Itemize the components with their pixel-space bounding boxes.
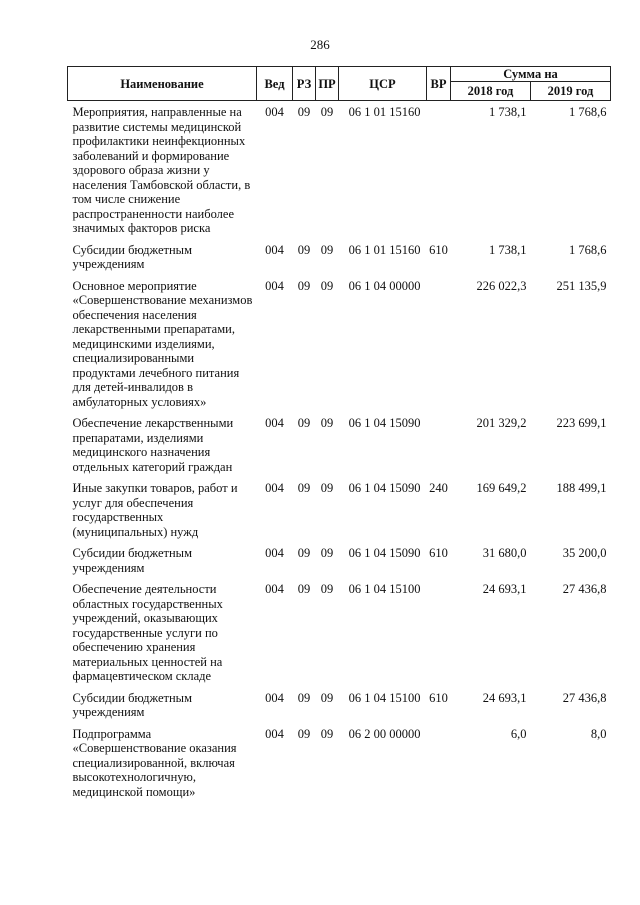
row-vr: 610 — [429, 242, 448, 257]
row-ved: 004 — [265, 278, 284, 293]
row-sum-2018: 24 693,1 — [482, 582, 527, 596]
row-vr: 610 — [429, 546, 448, 560]
table-row — [68, 275, 611, 413]
row-vr: 610 — [429, 690, 448, 705]
row-csr: 06 2 00 00000 — [348, 726, 421, 741]
row-rz: 09 — [297, 278, 311, 293]
row-pr: 09 — [320, 690, 334, 705]
row-rz: 09 — [297, 105, 311, 119]
row-pr: 09 — [320, 582, 334, 596]
row-vr — [427, 275, 451, 413]
row-vr: 240 — [429, 481, 448, 495]
row-pr: 09 — [320, 105, 334, 119]
row-ved: 004 — [265, 546, 284, 560]
row-pr: 09 — [320, 416, 334, 430]
row-sum-2019: 251 135,9 — [556, 278, 607, 293]
row-sum-2019: 8,0 — [590, 726, 607, 741]
header-2019: 2019 год — [531, 82, 611, 101]
header-2018: 2018 год — [451, 82, 531, 101]
table-row — [68, 412, 611, 477]
row-csr: 06 1 04 15100 — [348, 582, 421, 596]
row-vr — [427, 578, 451, 687]
header-ved: Вед — [257, 67, 293, 101]
row-pr: 09 — [320, 278, 334, 293]
row-sum-2019: 27 436,8 — [562, 690, 607, 705]
table-body — [68, 101, 611, 803]
row-vr — [427, 723, 451, 803]
row-csr: 06 1 01 15160 — [348, 242, 421, 257]
row-pr: 09 — [320, 546, 334, 560]
row-sum-2019: 188 499,1 — [556, 481, 607, 495]
row-name: Мероприятия, направленные на развитие системы медицинской профилактики неинфекционных заболеваний и формирование здорового образа жизни у населения Тамбовской области, в том числе снижение распространенности наиболее значимых факторов риска — [72, 105, 251, 235]
row-sum-2019: 35 200,0 — [562, 546, 607, 560]
row-vr — [427, 412, 451, 477]
row-rz: 09 — [297, 582, 311, 596]
row-sum-2019: 27 436,8 — [562, 582, 607, 596]
row-csr: 06 1 01 15160 — [348, 105, 421, 119]
row-sum-2019: 1 768,6 — [569, 242, 607, 257]
page-number: 286 — [310, 37, 330, 52]
row-name: Субсидии бюджетным учреждениям — [72, 690, 192, 719]
row-name: Обеспечение деятельности областных государственных учреждений, оказывающих государственные услуги по обеспечению хранения материальных ценностей на фармацевтическом складе — [72, 582, 223, 683]
table-row — [68, 687, 611, 723]
row-ved: 004 — [265, 105, 284, 119]
row-rz: 09 — [297, 726, 311, 741]
row-name: Субсидии бюджетным учреждениям — [72, 546, 192, 575]
table-row — [68, 239, 611, 275]
row-pr: 09 — [320, 726, 334, 741]
row-name: Иные закупки товаров, работ и услуг для обеспечения государственных (муниципальных) нужд — [72, 481, 238, 539]
row-sum-2019: 223 699,1 — [556, 416, 607, 430]
table-row — [68, 477, 611, 542]
row-rz: 09 — [297, 416, 311, 430]
row-csr: 06 1 04 00000 — [348, 278, 421, 293]
row-ved: 004 — [265, 481, 284, 495]
row-csr: 06 1 04 15100 — [348, 690, 421, 705]
row-sum-2019: 1 768,6 — [569, 105, 607, 119]
row-sum-2018: 1 738,1 — [489, 242, 527, 257]
header-name: Наименование — [68, 67, 257, 101]
header-sum-group: Сумма на — [451, 67, 611, 82]
row-rz: 09 — [297, 690, 311, 705]
row-sum-2018: 1 738,1 — [489, 105, 527, 119]
row-sum-2018: 226 022,3 — [476, 278, 527, 293]
row-ved: 004 — [265, 726, 284, 741]
row-csr: 06 1 04 15090 — [348, 416, 421, 430]
row-sum-2018: 24 693,1 — [482, 690, 527, 705]
header-vr: ВР — [427, 67, 451, 101]
row-name: Основное мероприятие «Совершенствование механизмов обеспечения населения лекарственными препаратами, медицинскими изделиями, специализированными продуктами лечебного питания для детей-инвалидов в амбулаторных условиях» — [72, 278, 253, 409]
row-sum-2018: 31 680,0 — [482, 546, 527, 560]
row-rz: 09 — [297, 242, 311, 257]
row-name: Субсидии бюджетным учреждениям — [72, 242, 192, 271]
header-rz: РЗ — [293, 67, 316, 101]
row-name: Обеспечение лекарственными препаратами, изделиями медицинского назначения отдельных категорий граждан — [72, 416, 234, 474]
budget-table — [67, 66, 611, 802]
row-name: Подпрограмма «Совершенствование оказания специализированной, включая высокотехнологичную, медицинской помощи» — [72, 726, 237, 799]
row-ved: 004 — [265, 582, 284, 596]
row-csr: 06 1 04 15090 — [348, 481, 421, 495]
table-row — [68, 101, 611, 239]
row-vr — [427, 101, 451, 239]
table-row — [68, 578, 611, 687]
row-ved: 004 — [265, 242, 284, 257]
header-pr: ПР — [316, 67, 339, 101]
row-sum-2018: 6,0 — [510, 726, 527, 741]
header-csr: ЦСР — [339, 67, 427, 101]
row-pr: 09 — [320, 481, 334, 495]
row-ved: 004 — [265, 416, 284, 430]
row-rz: 09 — [297, 481, 311, 495]
table-row — [68, 542, 611, 578]
row-sum-2018: 169 649,2 — [476, 481, 527, 495]
row-ved: 004 — [265, 690, 284, 705]
table-row — [68, 723, 611, 803]
row-sum-2018: 201 329,2 — [476, 416, 527, 430]
row-rz: 09 — [297, 546, 311, 560]
row-pr: 09 — [320, 242, 334, 257]
row-csr: 06 1 04 15090 — [348, 546, 421, 560]
